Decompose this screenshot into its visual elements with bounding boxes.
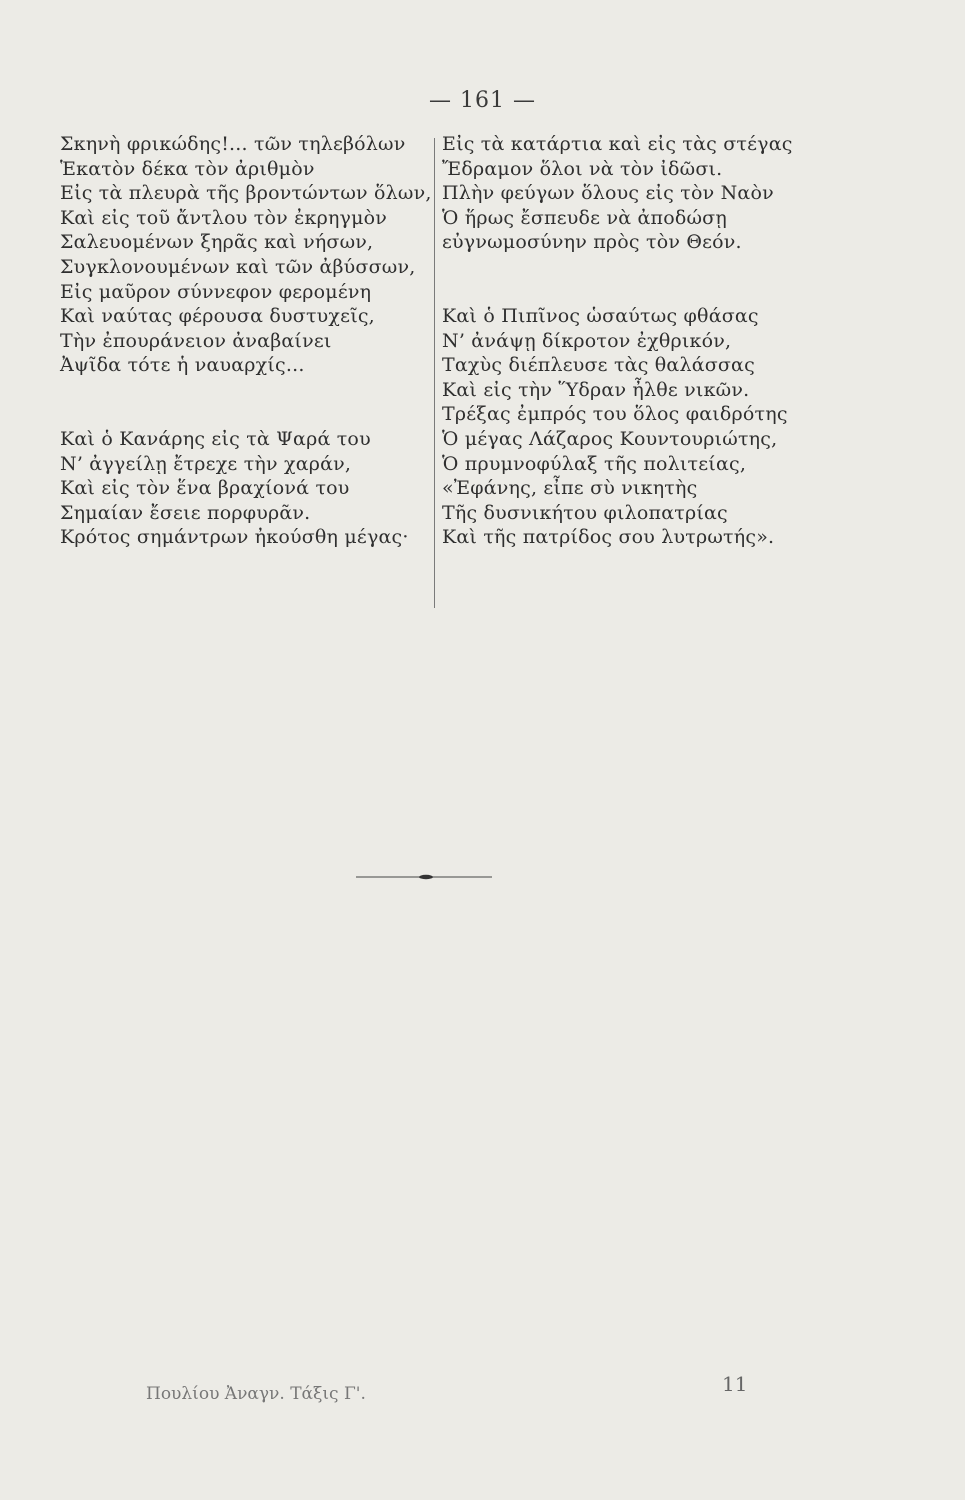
verse-line: Εἰς μαῦρον σύννεφον φερομένη	[60, 280, 372, 303]
verse-line: Καὶ ὁ Κανάρης εἰς τὰ Ψαρά του	[60, 427, 371, 450]
stanza	[442, 132, 822, 255]
verse-line: Καὶ τῆς πατρίδος σου λυτρωτής».	[442, 526, 775, 549]
verse-line: Τῆς δυσνικήτου φιλοπατρίας	[442, 501, 728, 524]
stanza	[60, 132, 432, 378]
verse-line: Καὶ ναύτας φέρουσα δυστυχεῖς,	[60, 305, 375, 328]
verse-line: Σκηνὴ φρικώδης!... τῶν τηλεβόλων	[60, 133, 406, 155]
verse-line: Ὁ ἥρως ἔσπευδε νὰ ἀποδώσῃ	[442, 206, 727, 229]
verse-line: Ἑκατὸν δέκα τὸν ἀριθμὸν	[60, 157, 315, 180]
ornament-rule	[356, 874, 492, 880]
printer-signature: Πουλίου Ἀναγν. Τάξις Γ'.	[146, 1384, 366, 1404]
verse-line: Τὴν ἐπουράνειον ἀναβαίνει	[60, 329, 332, 352]
verse-line: Καὶ ὁ Πιπῖνος ὡσαύτως φθάσας	[442, 304, 759, 327]
verse-line: Καὶ εἰς τὴν Ὕδραν ἦλθε νικῶν.	[442, 378, 750, 401]
verse-line: Ν’ ἀγγείλῃ ἔτρεχε τὴν χαράν,	[60, 452, 352, 475]
verse-line: Σαλευομένων ξηρᾶς καὶ νήσων,	[60, 231, 374, 254]
page-number: — 161 —	[429, 88, 536, 113]
verse-line: Ὁ πρυμνοφύλαξ τῆς πολιτείας,	[442, 452, 747, 475]
verse-line: Κρότος σημάντρων ἠκούσθη μέγας·	[60, 526, 409, 549]
verse-line: Συγκλονουμένων καὶ τῶν ἀβύσσων,	[60, 255, 416, 278]
verse-line: Ὁ μέγας Λάζαρος Κουντουριώτης,	[442, 427, 778, 450]
verse-line: Ἀψῖδα τότε ἡ ναυαρχίς...	[60, 354, 305, 377]
verse-line: Εἰς τὰ κατάρτια καὶ εἰς τὰς στέγας	[442, 133, 793, 155]
verse-line: εὐγνωμοσύνην πρὸς τὸν Θεόν.	[442, 231, 742, 254]
verse-line: Τρέξας ἐμπρός του ὅλος φαιδρότης	[442, 403, 788, 426]
verse-line: Πλὴν φεύγων ὅλους εἰς τὸν Ναὸν	[442, 182, 774, 205]
verse-line: «Ἐφάνης, εἶπε σὺ νικητὴς	[442, 477, 698, 500]
sheet-number: 11	[722, 1372, 748, 1396]
verse-line: Εἰς τὰ πλευρὰ τῆς βροντώντων ὅλων,	[60, 182, 432, 205]
verse-line: Ν’ ἀνάψῃ δίκροτον ἐχθρικόν,	[442, 329, 732, 352]
left-column	[60, 132, 432, 550]
stanza	[60, 427, 432, 550]
verse-line: Καὶ εἰς τὸν ἕνα βραχίονά του	[60, 477, 350, 500]
verse-line: Καὶ εἰς τοῦ ἄντλου τὸν ἐκρηγμὸν	[60, 206, 388, 229]
verse-line: Ταχὺς διέπλευσε τὰς θαλάσσας	[442, 354, 755, 377]
verse-line: Ἔδραμον ὅλοι νὰ τὸν ἰδῶσι.	[442, 157, 723, 180]
stanza	[442, 304, 822, 550]
column-divider	[434, 138, 435, 608]
verse-line: Σημαίαν ἔσειε πορφυρᾶν.	[60, 501, 311, 524]
right-column	[442, 132, 822, 550]
